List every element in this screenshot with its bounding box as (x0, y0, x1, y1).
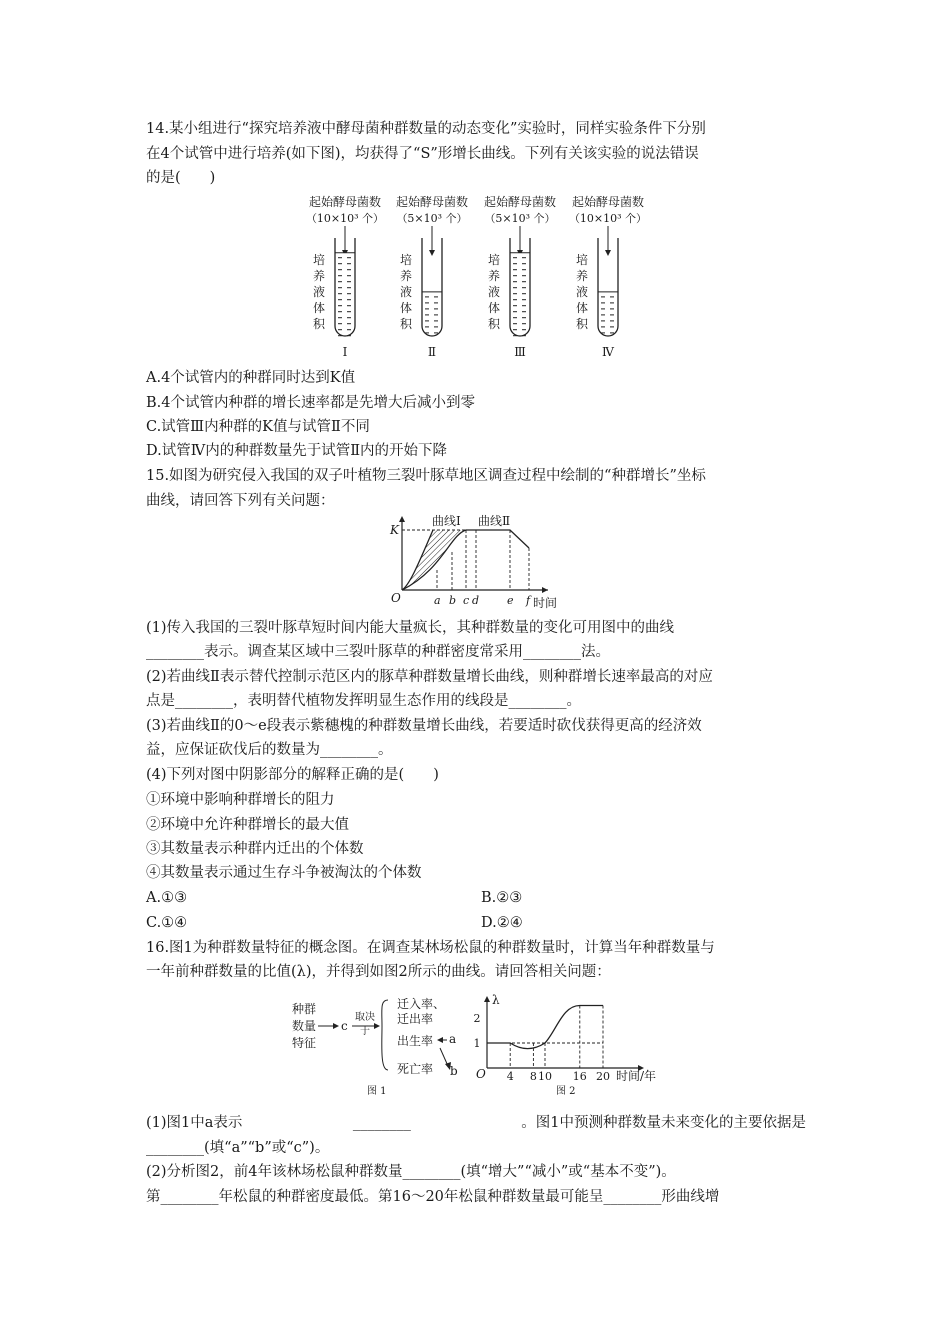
tube-title: 起始酵母菌数 (308, 195, 382, 209)
q15-shaded-region (402, 530, 466, 590)
q14-stem-line-2: 在4个试管中进行培养(如下图)，均获得了“S”形增长曲线。下列有关该实验的说法错误 (146, 146, 699, 162)
tube-label: Ⅳ (602, 345, 614, 359)
q15-stem-line-1: 15.如图为研究侵入我国的双子叶植物三裂叶豚草地区调查过程中绘制的“种群增长”坐标 (146, 468, 706, 484)
q15-tick-a: a (434, 594, 441, 607)
q15-legend-curve-1: 曲线Ⅰ (432, 514, 461, 528)
svg-text:养: 养 (487, 269, 501, 283)
svg-text:培: 培 (575, 253, 589, 267)
svg-text:死亡率: 死亡率 (397, 1062, 434, 1076)
svg-text:培: 培 (487, 253, 501, 267)
q15-legend-curve-2: 曲线Ⅱ (478, 514, 511, 528)
tube-liquid (598, 292, 618, 336)
svg-text:出生率: 出生率 (397, 1034, 434, 1048)
svg-text:图 1: 图 1 (367, 1086, 387, 1097)
q15-tick-f: f (526, 594, 531, 607)
svg-text:液: 液 (487, 285, 501, 299)
x-tick-label: 8 (529, 1070, 537, 1083)
q14-stem-line-1: 14.某小组进行“探究培养液中酵母菌种群数量的动态变化”实验时，同样实验条件下分别 (146, 121, 706, 137)
q15-sub-4: (4)下列对图中阴影部分的解释正确的是( ) (146, 767, 439, 783)
q16-sub-1a: (1)图1中a表示 ________ 。图1中预测种群数量未来变化的主要依据是 (146, 1115, 806, 1131)
tube-count: （5×10³ 个） (396, 212, 468, 225)
q14-stem-line-3: 的是( ) (146, 170, 216, 186)
tube-liquid (422, 292, 442, 336)
q15-tick-b: b (449, 594, 457, 607)
q15-tick-e: e (507, 594, 514, 607)
q16-origin: O (476, 1067, 486, 1081)
q16-sub-1b: ________(填“a”“b”或“c”)。 (146, 1140, 330, 1156)
svg-text:c: c (341, 1019, 348, 1033)
q15-item-3: ③其数量表示种群内迁出的个体数 (146, 841, 364, 857)
q16-figure-2-lambda-chart (0, 990, 950, 1100)
q16-sub-2a: (2)分析图2，前4年该林场松鼠种群数量________(填“增大”“减小”或“基本不变”)。 (146, 1164, 676, 1180)
q15-option-d: D.②④ (481, 915, 523, 931)
tube-title: 起始酵母菌数 (571, 195, 645, 209)
svg-text:液: 液 (575, 285, 589, 299)
svg-text:积: 积 (487, 317, 501, 331)
q15-origin: O (391, 591, 401, 605)
q15-option-c: C.①④ (146, 915, 188, 931)
tube-title: 起始酵母菌数 (483, 195, 557, 209)
q16-x-label: 时间/年 (616, 1069, 657, 1083)
svg-text:积: 积 (575, 317, 589, 331)
q14-figure-test-tubes (0, 188, 950, 368)
svg-text:体: 体 (399, 301, 413, 315)
svg-text:体: 体 (487, 301, 501, 315)
x-tick-label: 20 (596, 1070, 610, 1083)
svg-text:养: 养 (575, 269, 589, 283)
svg-text:液: 液 (399, 285, 413, 299)
q15-sub-3a: (3)若曲线Ⅱ的0～e段表示紫穗槐的种群数量增长曲线，若要适时砍伐获得更高的经济效 (146, 718, 702, 734)
q14-option-b: B.4个试管内种群的增长速率都是先增大后减小到零 (146, 395, 475, 411)
y-tick-label: 2 (473, 1012, 481, 1025)
svg-text:培: 培 (399, 253, 413, 267)
q15-y-label: K (390, 523, 399, 537)
tube-title: 起始酵母菌数 (395, 195, 469, 209)
x-tick-label: 10 (538, 1070, 552, 1083)
svg-text:积: 积 (399, 317, 413, 331)
tube-count: （10×10³ 个） (305, 212, 385, 225)
q15-tick-c: c (463, 594, 470, 607)
q16-stem-line-2: 一年前种群数量的比值(λ)，并得到如图2所示的曲线。请回答相关问题： (146, 964, 611, 980)
tube-label: Ⅱ (427, 345, 437, 359)
q15-sub-2a: (2)若曲线Ⅱ表示替代控制示范区内的豚草种群数量增长曲线，则种群增长速率最高的对应 (146, 669, 713, 685)
svg-text:迁出率: 迁出率 (397, 1012, 434, 1026)
svg-text:体: 体 (575, 301, 589, 315)
q15-sub-1a: (1)传入我国的三裂叶豚草短时间内能大量疯长，其种群数量的变化可用图中的曲线 (146, 620, 675, 636)
svg-text:积: 积 (312, 317, 326, 331)
q14-option-c: C.试管Ⅲ内种群的K值与试管Ⅱ不同 (146, 419, 370, 435)
q15-tick-d: d (472, 594, 480, 607)
svg-text:体: 体 (312, 301, 326, 315)
tube-label: Ⅰ (342, 345, 348, 359)
svg-text:养: 养 (312, 269, 326, 283)
svg-text:液: 液 (312, 285, 326, 299)
svg-text:种群: 种群 (292, 1002, 317, 1016)
svg-text:图 2: 图 2 (556, 1086, 576, 1097)
tube-count: （10×10³ 个） (568, 212, 648, 225)
q15-population-growth-chart (0, 510, 950, 620)
q15-sub-2b: 点是________，表明替代植物发挥明显生态作用的线段是________。 (146, 693, 581, 709)
svg-text:数量: 数量 (292, 1019, 317, 1033)
svg-text:取决: 取决 (355, 1012, 375, 1023)
x-tick-label: 16 (572, 1070, 587, 1083)
q15-item-2: ②环境中允许种群增长的最大值 (146, 817, 349, 833)
q15-option-b: B.②③ (481, 890, 523, 906)
svg-text:养: 养 (399, 269, 413, 283)
test-tube-2 (396, 194, 468, 359)
y-tick-label: 1 (473, 1037, 481, 1050)
test-tube-1 (306, 194, 384, 359)
q15-sub-3b: 益，应保证砍伐后的数量为________。 (146, 742, 393, 758)
x-tick-label: 4 (506, 1070, 514, 1083)
svg-text:于: 于 (360, 1026, 370, 1037)
q14-option-a: A.4个试管内的种群同时达到K值 (146, 370, 356, 386)
q15-item-1: ①环境中影响种群增长的阻力 (146, 792, 335, 808)
q15-stem-line-2: 曲线，请回答下列有关问题： (146, 493, 335, 509)
svg-text:a: a (449, 1032, 457, 1046)
q14-option-d: D.试管Ⅳ内的种群数量先于试管Ⅱ内的开始下降 (146, 443, 448, 459)
lambda-curve (487, 1006, 603, 1049)
tube-count: （5×10³ 个） (484, 212, 556, 225)
svg-text:迁入率、: 迁入率、 (397, 997, 446, 1011)
q16-y-label: λ (492, 993, 500, 1007)
q15-x-label: 时间 (533, 596, 558, 610)
test-tube-4 (569, 194, 647, 359)
q15-sub-1b: ________表示。调查某区域中三裂叶豚草的种群密度常采用________法。 (146, 644, 610, 660)
q15-option-a: A.①③ (146, 890, 188, 906)
tube-label: Ⅲ (514, 345, 526, 359)
q16-sub-2b: 第________年松鼠的种群密度最低。第16～20年松鼠种群数量最可能呈________形曲线增 (146, 1189, 720, 1205)
q16-stem-line-1: 16.图1为种群数量特征的概念图。在调查某林场松鼠的种群数量时，计算当年种群数量与 (146, 940, 715, 956)
svg-text:b: b (450, 1064, 458, 1078)
svg-text:培: 培 (312, 253, 326, 267)
test-tube-3 (484, 194, 556, 359)
q15-item-4: ④其数量表示通过生存斗争被淘汰的个体数 (146, 865, 422, 881)
svg-text:特征: 特征 (292, 1036, 317, 1050)
